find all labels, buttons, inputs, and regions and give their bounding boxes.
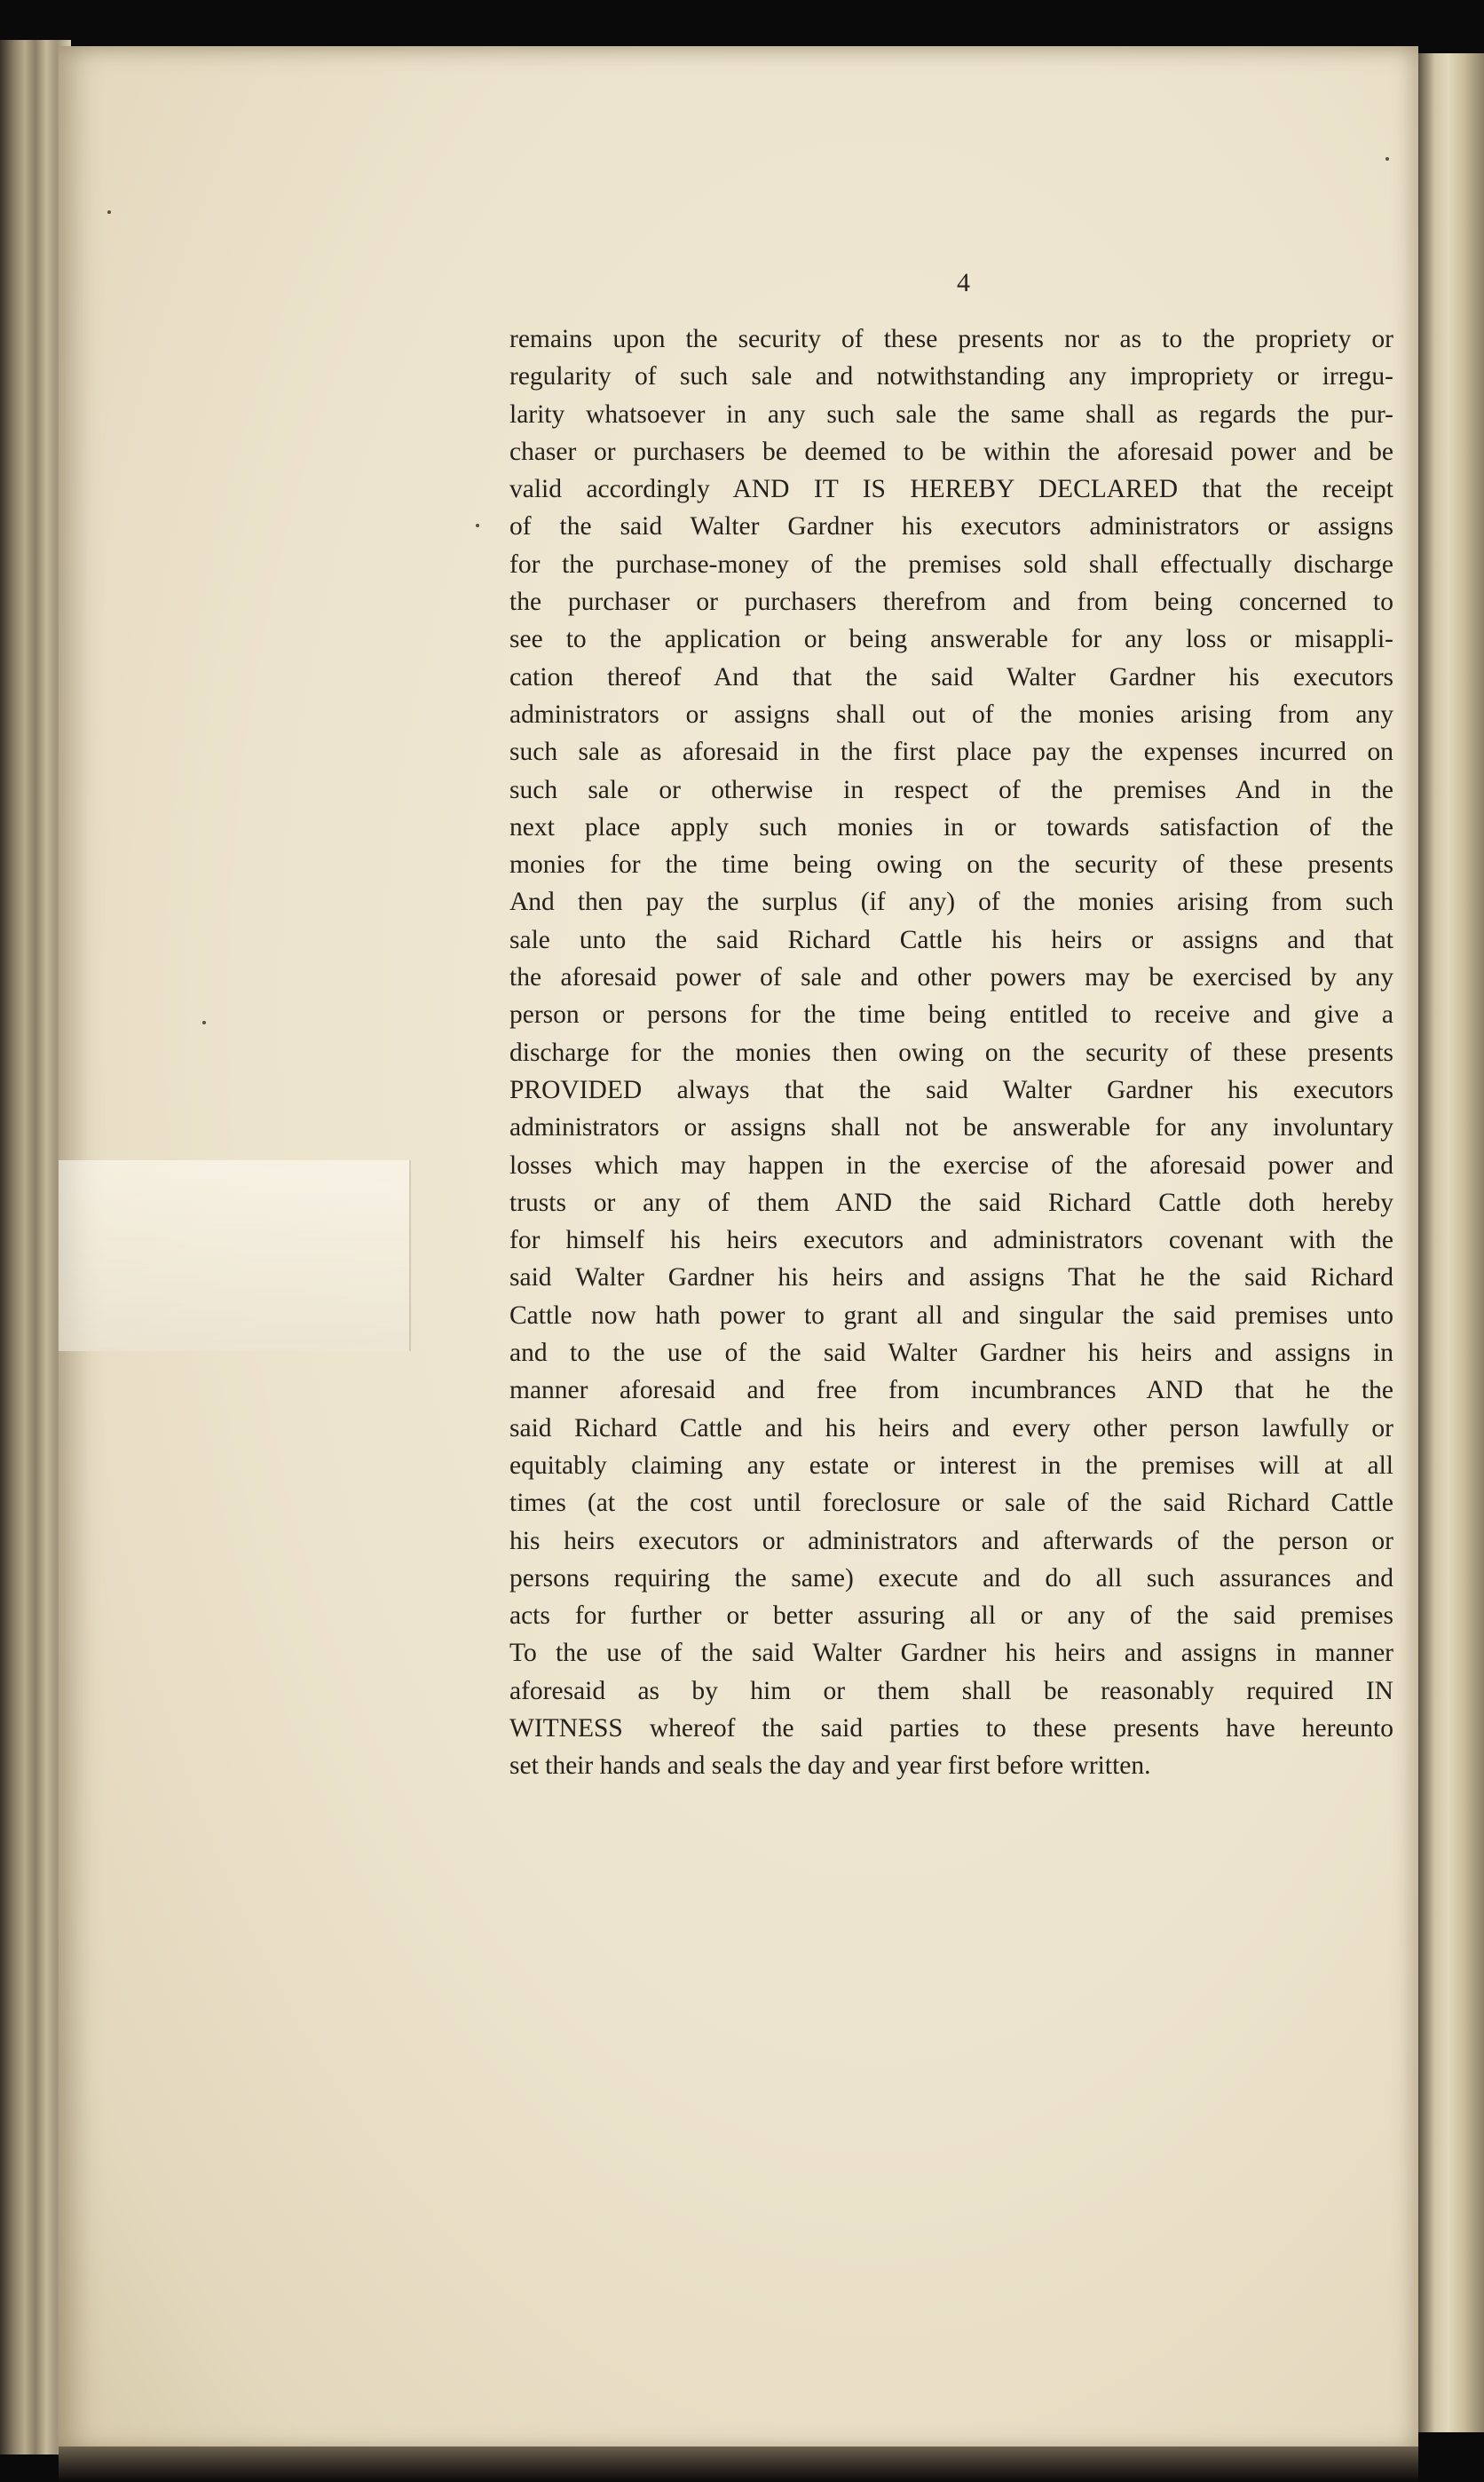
text-line-final: set their hands and seals the day and year first before written. (509, 1751, 1151, 1781)
text-line: PROVIDED always that the said Walter Gardner his executors (509, 1075, 1393, 1104)
paper-spot (476, 524, 479, 527)
text-line: for himself his heirs executors and administrators covenant with the (509, 1226, 1393, 1255)
paper-spot (107, 210, 111, 214)
text-line: such sale as aforesaid in the first place pay the expenses incurred on (509, 738, 1393, 767)
text-line: monies for the time being owing on the security of these presents (509, 850, 1393, 880)
text-line: and to the use of the said Walter Gardner his heirs and assigns in (509, 1339, 1393, 1368)
book-right-page-edges (1418, 53, 1484, 2432)
text-line: sale unto the said Richard Cattle his heirs or assigns and that (509, 925, 1393, 954)
text-line: said Richard Cattle and his heirs and every other person lawfully or (509, 1413, 1393, 1443)
text-line: for the purchase-money of the premises sold shall effectually discharge (509, 549, 1393, 579)
text-line: cation thereof And that the said Walter Gardner his executors (509, 662, 1393, 692)
text-line: Cattle now hath power to grant all and singular the said premises unto (509, 1300, 1393, 1330)
text-line: larity whatsoever in any such sale the same shall as regards the pur- (509, 399, 1393, 429)
text-line: manner aforesaid and free from incumbrances AND that he the (509, 1376, 1393, 1405)
text-line: trusts or any of them AND the said Richard Cattle doth hereby (509, 1188, 1393, 1217)
text-line: person or persons for the time being entitled to receive and give a (509, 1000, 1393, 1030)
text-line: the purchaser or purchasers therefrom and from being concerned to (509, 588, 1393, 617)
repair-tape (59, 1160, 411, 1351)
text-line: valid accordingly AND IT IS HEREBY DECLARED that the receipt (509, 475, 1393, 504)
text-line: said Walter Gardner his heirs and assigns That he the said Richard (509, 1263, 1393, 1292)
text-line: his heirs executors or administrators and afterwards of the person or (509, 1526, 1393, 1555)
text-line: persons requiring the same) execute and do all such assurances and (509, 1563, 1393, 1593)
text-line: administrators or assigns shall not be answerable for any involuntary (509, 1113, 1393, 1142)
paper-spot (202, 1021, 206, 1024)
text-line: aforesaid as by him or them shall be reasonably required IN (509, 1676, 1393, 1705)
text-line: equitably claiming any estate or interest in the premises will at all (509, 1450, 1393, 1480)
book-bottom-edge (59, 2446, 1418, 2482)
text-line: chaser or purchasers be deemed to be within the aforesaid power and be (509, 437, 1393, 466)
deed-text (509, 320, 1393, 1785)
text-line: the aforesaid power of sale and other powers may be exercised by any (509, 963, 1393, 992)
text-line: such sale or otherwise in respect of the premises And in the (509, 775, 1393, 804)
paper-spot (1385, 157, 1389, 161)
text-line: WITNESS whereof the said parties to these presents have hereunto (509, 1713, 1393, 1743)
text-line: remains upon the security of these presents nor as to the propriety or (509, 325, 1393, 353)
text-line: acts for further or better assuring all or any of the said premises (509, 1601, 1393, 1631)
text-line: administrators or assigns shall out of the monies arising from any (509, 700, 1393, 729)
text-line: losses which may happen in the exercise of the aforesaid power and (509, 1150, 1393, 1180)
text-line: next place apply such monies in or towards satisfaction of the (509, 812, 1393, 842)
text-line: see to the application or being answerable for any loss or misappli- (509, 625, 1393, 654)
text-line: times (at the cost until foreclosure or sale of the said Richard Cattle (509, 1489, 1393, 1518)
text-line: And then pay the surplus (if any) of the monies arising from such (509, 888, 1393, 917)
page-number: 4 (957, 268, 971, 297)
text-line: regularity of such sale and notwithstanding any impropriety or irregu- (509, 362, 1393, 391)
text-line: discharge for the monies then owing on the security of these presents (509, 1038, 1393, 1067)
text-line: To the use of the said Walter Gardner his heirs and assigns in manner (509, 1639, 1393, 1668)
text-line: of the said Walter Gardner his executors administrators or assigns (509, 512, 1393, 541)
